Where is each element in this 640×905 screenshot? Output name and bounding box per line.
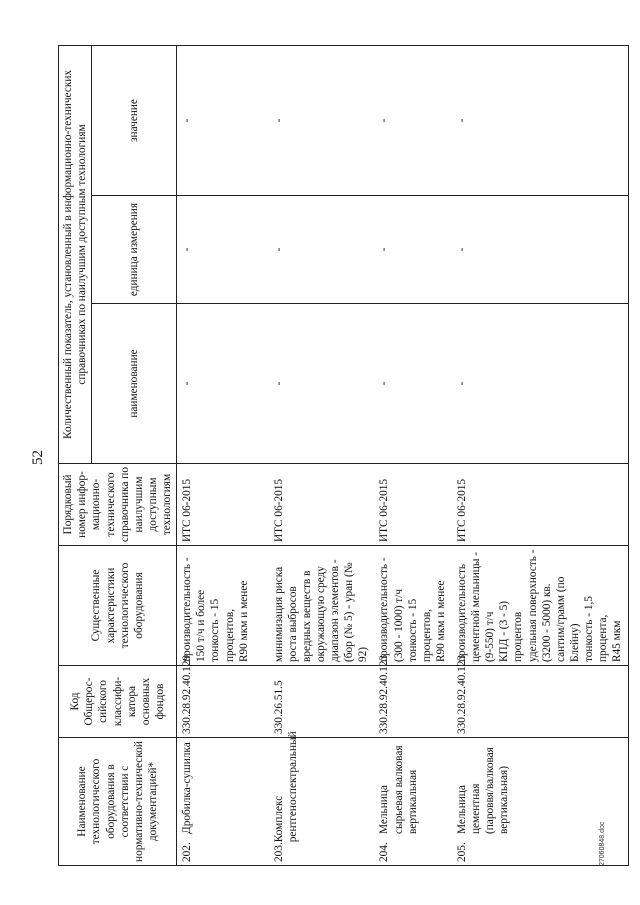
- indicator-unit: -: [269, 196, 375, 304]
- indicator-unit: -: [452, 196, 629, 304]
- indicator-value: -: [374, 45, 452, 195]
- equipment-cell: [269, 731, 375, 866]
- table-row: [177, 45, 269, 865]
- characteristics: производительность цементной мельницы - (9-550) т/ч КПД - (3 - 5) процентов удельная поверхность - (3200 - 5000) кв. сантим/грамм (по Блейну) тонкость - 1,5 процента, R45 мкм: [452, 546, 629, 666]
- indicator-name: -: [374, 304, 452, 464]
- characteristics: производительность - (300 - 1000) т/ч тонкость - 15 процентов, R90 мкм и менее: [374, 546, 452, 666]
- its-number: ИТС 06-2015: [177, 464, 269, 546]
- indicator-name: -: [177, 304, 269, 464]
- document-file-code: 27060848.doc: [599, 821, 606, 866]
- header-characteristics: Существенные характеристики технологического оборудования: [59, 546, 177, 666]
- page-number: 52: [30, 450, 46, 465]
- row-number: 203.: [272, 842, 285, 862]
- header-okof: Код Общерос-сийского классифи-катора основных фондов: [59, 666, 177, 738]
- indicator-value: -: [177, 45, 269, 195]
- equipment-table: [58, 45, 629, 866]
- its-number: ИТС 06-2015: [374, 464, 452, 546]
- equipment-cell: [374, 738, 452, 866]
- equipment-name: Мельница цементная (пароввя/валковая вертикальная): [456, 747, 511, 834]
- okof-code: 330.28.92.40.123: [374, 666, 452, 738]
- header-row-1: [59, 45, 92, 865]
- okof-code: 330.26.51.5: [269, 666, 375, 738]
- equipment-cell: [177, 738, 269, 866]
- row-number: 202.: [181, 842, 194, 862]
- equipment-name: Комплекс рентгеноспектральный: [272, 731, 299, 843]
- header-indicator-value: значение: [92, 45, 177, 195]
- equipment-name: Мельница сырьевая валковая вертикальная: [378, 745, 419, 834]
- okof-code: 330.28.92.40.129: [177, 666, 269, 738]
- row-number: 205.: [456, 842, 469, 862]
- indicator-name: -: [269, 304, 375, 464]
- indicator-unit: -: [374, 196, 452, 304]
- rotated-page: [28, 35, 624, 880]
- okof-code: 330.28.92.40.123: [452, 666, 629, 738]
- indicator-value: -: [269, 45, 375, 195]
- indicator-unit: -: [177, 196, 269, 304]
- indicator-value: -: [452, 45, 629, 195]
- header-indicator-name: наименование: [92, 304, 177, 464]
- header-indicator-unit: единица измерения: [92, 196, 177, 304]
- characteristics: производительность - 150 т/ч и более тонкость - 15 процентов, R90 мкм и менее: [177, 546, 269, 666]
- table-row: [374, 45, 452, 865]
- equipment-name: Дробилка-сушилка: [181, 742, 194, 834]
- its-number: ИТС 06-2015: [452, 464, 629, 546]
- table-row: [269, 45, 375, 865]
- header-its-number: Порядковый номер инфор-мационно-технического справочника по наилучшим доступным технологиям: [59, 464, 177, 546]
- indicator-name: -: [452, 304, 629, 464]
- header-indicator-group: Количественный показатель, установленный в информационно-технических справочниках по наилучшим доступным технологиям: [59, 45, 92, 463]
- table-row: [452, 45, 629, 865]
- characteristics: минимизация риска роста выбросов вредных веществ в окружающую среду диапазон элементов - (бор (№ 5) - уран (№ 92): [269, 546, 375, 666]
- its-number: ИТС 06-2015: [269, 464, 375, 546]
- header-equipment: Наименование технологического оборудования в соответствии с нормативно-технической документацией*: [59, 738, 177, 866]
- row-number: 204.: [378, 842, 391, 862]
